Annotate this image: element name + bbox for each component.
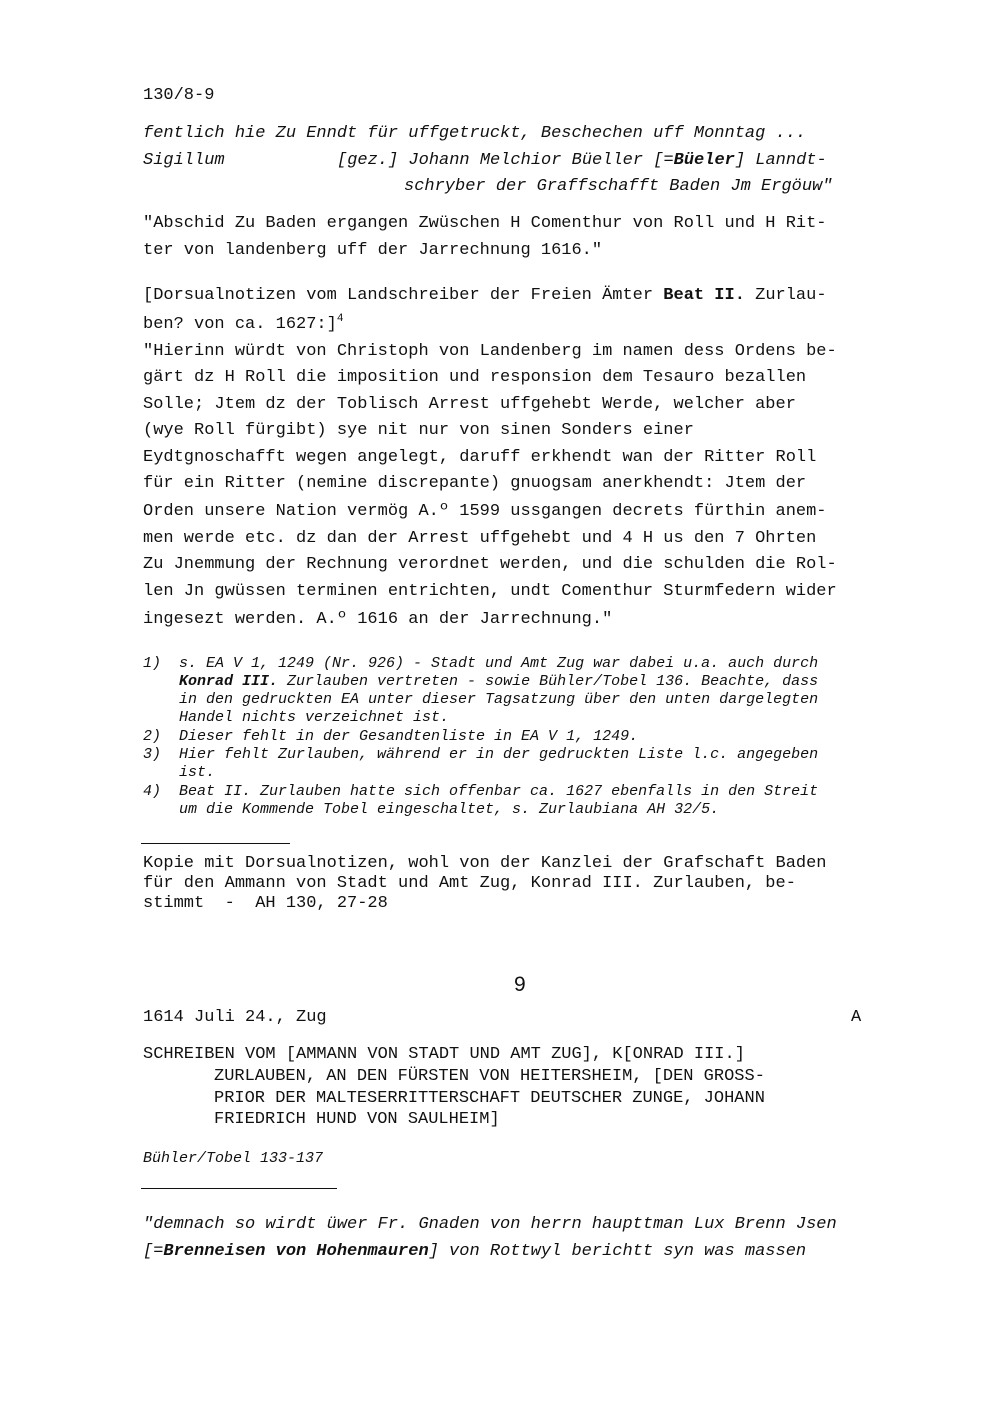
body-line: len Jn gwüssen terminen entrichten, undt Comenthur Sturmfedern wider: [143, 582, 837, 601]
document-heading-line: ZURLAUBEN, AN DEN FÜRSTEN VON HEITERSHEIM, [DEN GROSS-: [214, 1067, 765, 1086]
text-line: [=Brenneisen von Hohenmauren] von Rottwyl berichtt syn was massen: [143, 1242, 807, 1261]
text-line: "demnach so wirdt üwer Fr. Gnaden von herrn haupttman Lux Brenn Jsen: [143, 1215, 837, 1234]
dorsual-heading: [Dorsualnotizen vom Landschreiber der Freien Ämter Beat II. Zurlau-: [143, 286, 827, 305]
literature-reference: Bühler/Tobel 133-137: [143, 1150, 324, 1167]
footnote-line: Beat II. Zurlauben hatte sich offenbar ca. 1627 ebenfalls in den Streit: [179, 783, 819, 800]
document-date-place: 1614 Juli 24., Zug: [143, 1008, 327, 1027]
document-heading-line: SCHREIBEN VOM [AMMANN VON STADT UND AMT ZUG], K[ONRAD III.]: [143, 1045, 745, 1064]
dorsual-heading-2: ben? von ca. 1627:]$^4$: [143, 313, 344, 334]
signature-line: [gez.] Johann Melchior Büeller [=Büeler] Lanndt-: [337, 151, 827, 170]
footnote-number: 4): [143, 783, 162, 800]
sigillum-label: Sigillum: [143, 151, 225, 170]
body-line: Orden unsere Nation vermög A.º 1599 ussgangen decrets fürthin anem-: [143, 502, 827, 521]
footnote-number: 3): [143, 746, 162, 763]
signature-line-2: schryber der Graffschafft Baden Jm Ergöuw": [404, 177, 833, 196]
body-line: (wye Roll fürgibt) sye nit nur von sinen Sonders einer: [143, 421, 694, 440]
footnote-number: 1): [143, 655, 162, 672]
document-heading-line: PRIOR DER MALTESERRITTERSCHAFT DEUTSCHER ZUNGE, JOHANN: [214, 1089, 765, 1108]
body-line: men werde etc. dz dan der Arrest uffgehebt und 4 H us den 7 Ohrten: [143, 529, 817, 548]
body-line: Eydtgnoschafft wegen angelegt, daruff erkhendt wan der Ritter Roll: [143, 448, 817, 467]
source-note-line: für den Ammann von Stadt und Amt Zug, Konrad III. Zurlauben, be-: [143, 874, 796, 893]
footnote-ref: 4: [336, 313, 344, 325]
source-note-line: stimmt - AH 130, 27-28: [143, 894, 388, 913]
document-heading-line: FRIEDRICH HUND VON SAULHEIM]: [214, 1110, 500, 1129]
footnote-line: Dieser fehlt in der Gesandtenliste in EA V 1, 1249.: [179, 728, 639, 745]
footnote-line: Handel nichts verzeichnet ist.: [179, 709, 450, 726]
body-line: gärt dz H Roll die imposition und responsion dem Tesauro bezallen: [143, 368, 807, 387]
footnote-line: Konrad III. Zurlauben vertreten - sowie Bühler/Tobel 136. Beachte, dass: [179, 673, 819, 690]
page-number: 130/8-9: [143, 86, 215, 105]
document-number: 9: [514, 973, 526, 996]
separator-rule: [141, 843, 290, 844]
footnote-line: um die Kommende Tobel eingeschaltet, s. Zurlaubiana AH 32/5.: [179, 801, 720, 818]
body-line: Zu Jnemmung der Rechnung verordnet werden, und die schulden die Rol-: [143, 555, 837, 574]
footnote-line: s. EA V 1, 1249 (Nr. 926) - Stadt und Amt Zug war dabei u.a. auch durch: [179, 655, 819, 672]
footnote-line: Hier fehlt Zurlauben, während er in der gedruckten Liste l.c. angegeben: [179, 746, 819, 763]
abschid-line: ter von landenberg uff der Jarrechnung 1616.": [143, 241, 603, 260]
separator-rule: [141, 1188, 337, 1189]
body-line: "Hierinn würdt von Christoph von Landenberg im namen dess Ordens be-: [143, 342, 837, 361]
document-type-letter: A: [851, 1008, 862, 1027]
body-line: ingesezt werden. A.º 1616 an der Jarrechnung.": [143, 610, 613, 629]
footnote-number: 2): [143, 728, 162, 745]
body-line: für ein Ritter (nemine discrepante) gnuogsam anerkhendt: Jtem der: [143, 474, 807, 493]
footnote-line: ist.: [179, 764, 216, 781]
footnote-line: in den gedruckten EA unter dieser Tagsatzung über den unten dargelegten: [179, 691, 819, 708]
abschid-line: "Abschid Zu Baden ergangen Zwüschen H Comenthur von Roll und H Rit-: [143, 214, 827, 233]
source-note-line: Kopie mit Dorsualnotizen, wohl von der Kanzlei der Grafschaft Baden: [143, 854, 827, 873]
text-line: fentlich hie Zu Enndt für uffgetruckt, Beschechen uff Monntag ...: [143, 124, 807, 143]
body-line: Solle; Jtem dz der Toblisch Arrest uffgehebt Werde, welcher aber: [143, 395, 796, 414]
